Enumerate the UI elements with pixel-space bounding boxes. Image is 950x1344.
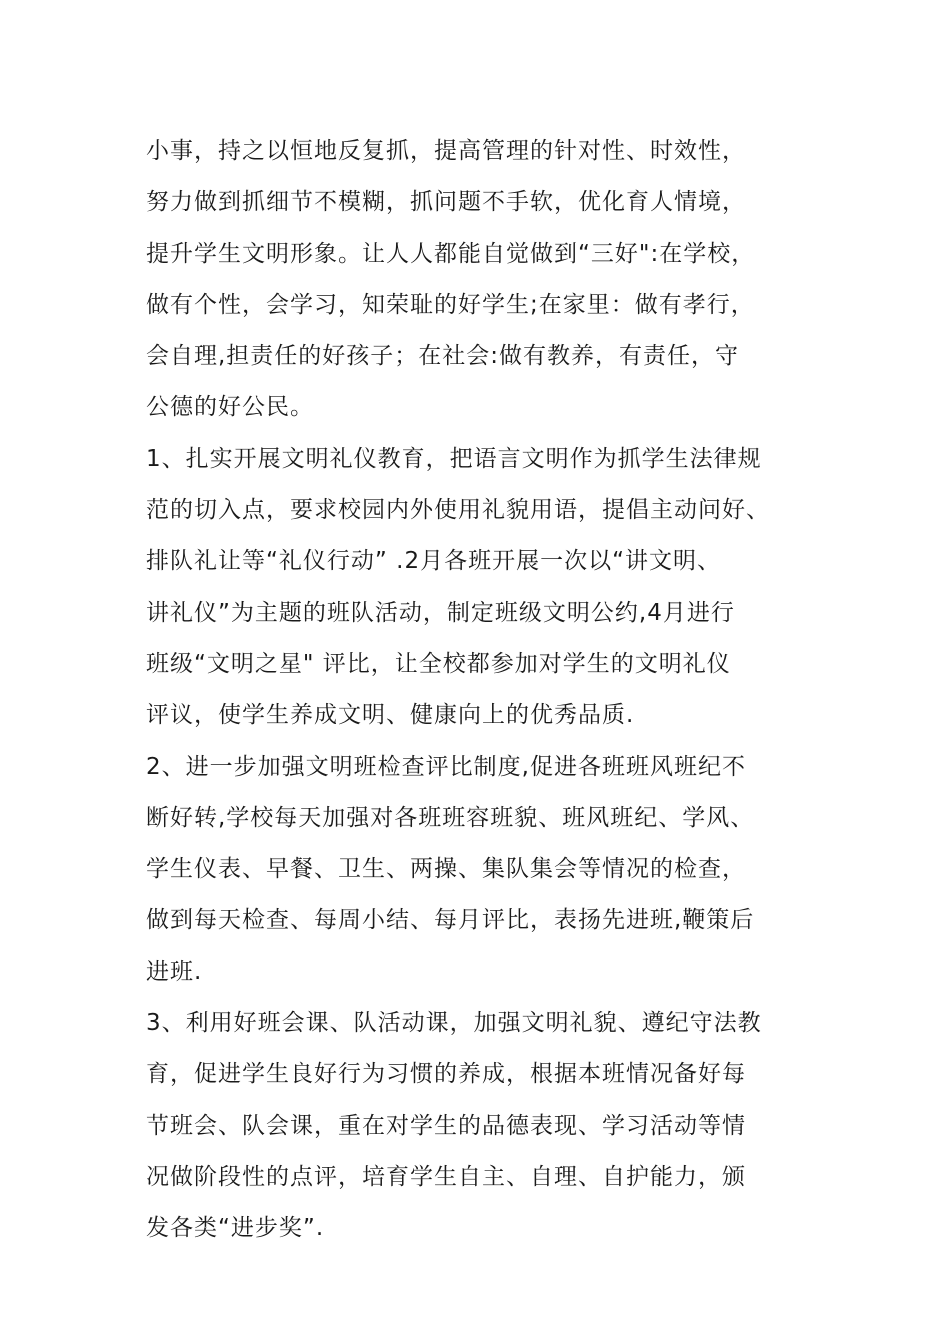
text-line: 进班. <box>146 958 203 985</box>
text-line: 小事，持之以恒地反复抓，提高管理的针对性、时效性， <box>146 138 746 164</box>
text-line: 况做阶段性的点评，培育学生自主、自理、自护能力，颁 <box>146 1163 746 1190</box>
text-line: 班级“文明之星" 评比，让全校都参加对学生的文明礼仪 <box>146 650 731 677</box>
text-line: 做有个性，会学习，知荣耻的好学生;在家里：做有孝行， <box>146 291 755 318</box>
text-line: 1、扎实开展文明礼仪教育，把语言文明作为抓学生法律规 <box>146 445 762 472</box>
text-line: 学生仪表、早餐、卫生、两操、集队集会等情况的检查， <box>146 856 746 883</box>
text-line: 评议，使学生养成文明、健康向上的优秀品质. <box>146 702 635 729</box>
text-line: 育，促进学生良好行为习惯的养成，根据本班情况备好每 <box>146 1061 746 1088</box>
text-line: 公德的好公民。 <box>146 394 314 421</box>
text-line: 断好转,学校每天加强对各班班容班貌、班风班纪、学风、 <box>146 804 755 831</box>
text-line: 范的切入点，要求校园内外使用礼貌用语，提倡主动问好、 <box>146 497 770 524</box>
text-line: 节班会、队会课，重在对学生的品德表现、学习活动等情 <box>146 1112 746 1139</box>
text-line: 做到每天检查、每周小结、每月评比，表扬先进班,鞭策后 <box>146 907 755 934</box>
text-line: 3、利用好班会课、队活动课，加强文明礼貌、遵纪守法教 <box>146 1010 762 1037</box>
text-line: 2、进一步加强文明班检查评比制度,促进各班班风班纪不 <box>146 753 746 780</box>
text-line: 努力做到抓细节不模糊，抓问题不手软，优化育人情境， <box>146 189 746 216</box>
document-body <box>146 126 816 1255</box>
text-line: 讲礼仪”为主题的班队活动，制定班级文明公约,4月进行 <box>146 599 735 626</box>
text-line: 排队礼让等“礼仪行动” .2月各班开展一次以“讲文明、 <box>146 548 722 575</box>
text-line: 提升学生文明形象。让人人都能自觉做到“三好":在学校， <box>146 240 756 267</box>
text-line: 会自理,担责任的好孩子；在社会:做有教养，有责任，守 <box>146 343 740 370</box>
text-line: 发各类“进步奖”. <box>146 1215 325 1242</box>
